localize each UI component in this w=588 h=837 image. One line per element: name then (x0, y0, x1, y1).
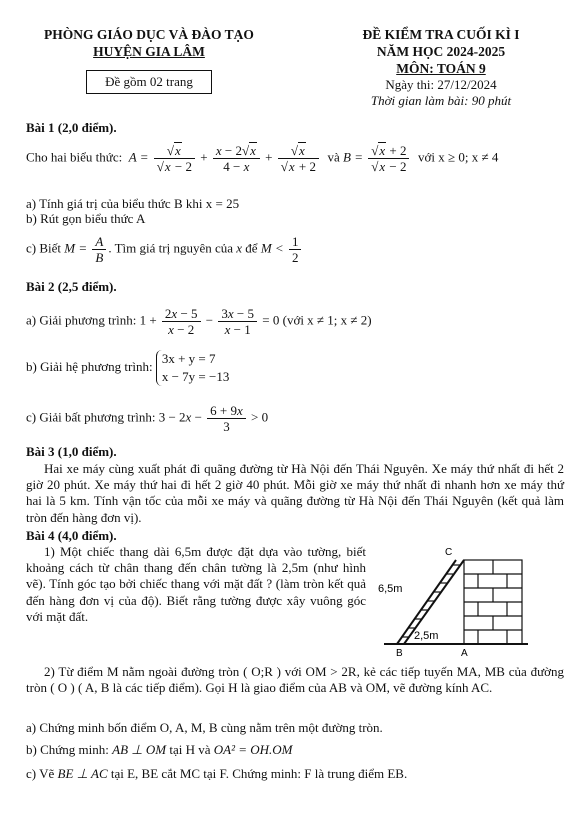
bai2-question-b: b) Giải hệ phương trình: 3x + y = 7 x − 7y = −13 (26, 351, 230, 384)
bai1-condition: với x ≥ 0; x ≠ 4 (417, 149, 499, 165)
subject: MÔN: TOÁN 9 (396, 61, 486, 76)
frac-a2: $\frac{x - 2√x}{4 - x}$ (213, 143, 260, 174)
frac-b: $\frac{√x + 2}{√x - 2}$ (368, 143, 409, 174)
figure-label-a: A (461, 648, 468, 659)
bai4-part2: 2) Từ điểm M nằm ngoài đường tròn ( O;R ) với OM > 2R, kẻ các tiếp tuyến MA, MB của đường tròn ( O ) ( A, B là các tiếp điểm). Gọi H là giao điểm của AB và OM, vẽ đường kính AC. (26, 664, 564, 696)
exam-duration: Thời gian làm bài: 90 phút (370, 93, 512, 108)
figure-label-b: B (396, 648, 403, 659)
frac-ineq: $\frac{6 + 9x}{3}$ (207, 403, 246, 434)
frac-half: $\frac{1}{2}$ (289, 234, 302, 265)
frac-m: $\frac{A}{B}$ (92, 234, 106, 265)
exam-title: ĐỀ KIỂM TRA CUỐI KÌ I (362, 27, 520, 42)
header-right (306, 26, 576, 109)
bai1-title: Bài 1 (2,0 điểm). (26, 120, 117, 135)
bai4-question-b: b) Chứng minh: AB ⊥ OM tại H và OA² = OH.OM (26, 742, 293, 757)
bai4-title: Bài 4 (4,0 điểm). (26, 528, 117, 543)
ladder-wall-figure (376, 545, 536, 660)
district-name: HUYỆN GIA LÂM (93, 44, 205, 59)
figure-label-ladder-length: 6,5m (378, 583, 403, 595)
bai1-question-b: b) Rút gọn biểu thức A (26, 211, 146, 226)
frac-a1: $\frac{√x}{√x - 2}$ (154, 143, 195, 174)
bai1-and: và (327, 149, 340, 165)
frac-a3: $\frac{√x}{√x + 2}$ (278, 143, 319, 174)
bai4-question-c: c) Vẽ BE ⊥ AC tại E, BE cắt MC tại F. Chứng minh: F là trung điểm EB. (26, 766, 408, 781)
bai1-question-a: a) Tính giá trị của biểu thức B khi x = 25 (26, 196, 240, 211)
frac-eq1: $\frac{2x - 5}{x - 2}$ (162, 306, 201, 337)
frac-eq2: $\frac{3x - 5}{x - 1}$ (218, 306, 257, 337)
bai4-question-a: a) Chứng minh bốn điểm O, A, M, B cùng nằm trên một đường tròn. (26, 720, 383, 735)
department-name: PHÒNG GIÁO DỤC VÀ ĐÀO TẠO (44, 27, 254, 42)
bai2-question-a: a) Giải phương trình: 1 + $\frac{2x - 5}{x - 2}$ − $\frac{3x - 5}{x - 1}$ = 0 (với x ≠ 1; x ≠ 2) (26, 306, 372, 337)
bai3-title: Bài 3 (1,0 điểm). (26, 444, 117, 459)
brick-wall (464, 560, 522, 644)
bai2-title: Bài 2 (2,5 điểm). (26, 279, 117, 294)
bai1-intro: Cho hai biểu thức: (26, 149, 123, 165)
figure-label-base-length: 2,5m (414, 630, 439, 642)
equation-system: 3x + y = 7 x − 7y = −13 (156, 350, 230, 386)
pages-note-box: Đề gồm 02 trang (86, 70, 212, 94)
bai2-question-c: c) Giải bất phương trình: 3 − 2x − $\frac{6 + 9x}{3}$ > 0 (26, 403, 269, 434)
bai1-expressions: Cho hai biểu thức: A = $\frac{√x}{√x - 2}$ + $\frac{x - 2√x}{4 - x}$ + $\frac{√x}{√x + 2}$ và B = $\frac{√x + 2}{√x - 2}$ với x ≥ 0; x ≠ 4 (26, 143, 499, 174)
bai4-part1: 1) Một chiếc thang dài 6,5m được đặt dựa vào tường, biết khoảng cách từ chân thang đến chân tường là 2,5m (như hình vẽ). Tính góc tạo bởi chiếc thang với mặt đất ? (làm tròn kết quả đến hàng đơn vị của độ). Biết rằng tường được xây vuông góc với mặt đất. (26, 544, 366, 624)
bai3-text: Hai xe máy cùng xuất phát đi quãng đường từ Hà Nội đến Thái Nguyên. Xe máy thứ nhất đi hết 2 giờ 20 phút. Xe máy thứ hai đi hết 2 giờ 40 phút. Mỗi giờ xe máy thứ nhất đi nhanh hơn xe máy thứ hai là 5 km. Tính vận tốc của mỗi xe máy và quãng đường từ Hà Nội đến Thái Nguyên (kết quả làm tròn đến hàng đơn vị). (26, 461, 564, 525)
header-left (18, 26, 280, 94)
school-year: NĂM HỌC 2024-2025 (376, 44, 506, 59)
figure-label-c: C (445, 547, 453, 558)
exam-date: Ngày thi: 27/12/2024 (385, 77, 497, 92)
bai1-question-c: c) Biết M = $\frac{A}{B}$ . Tìm giá trị nguyên của x để M < $\frac{1}{2}$ (26, 234, 303, 265)
